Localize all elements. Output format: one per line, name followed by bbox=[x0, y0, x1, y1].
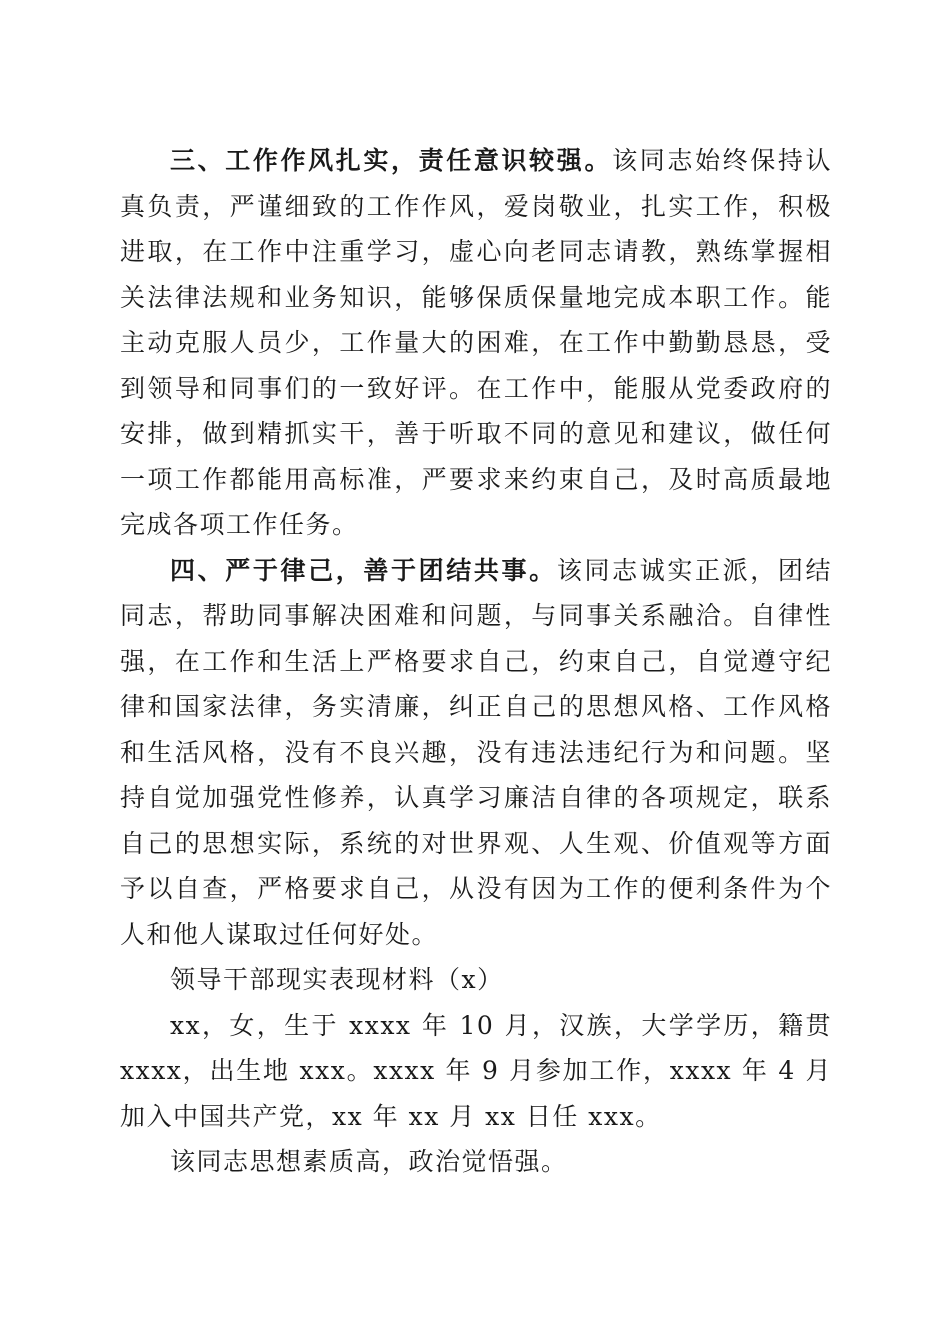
bio-paragraph: xx，女，生于 xxxx 年 10 月，汉族，大学学历，籍贯 xxxx，出生地 xxx。xxxx 年 9 月参加工作，xxxx 年 4 月加入中国共产党，xx 年 xx 月 xx 日任 xxx。 bbox=[120, 1010, 832, 1131]
paragraph-text: 该同志诚实正派，团结同志，帮助同事解决困难和问题，与同事关系融洽。自律性强，在工作和生活上严格要求自己，约束自己，自觉遵守纪律和国家法律，务实清廉，纠正自己的思想风格、工作风格和生活风格，没有不良兴趣，没有违法违纪行为和问题。坚持自觉加强党性修养，认真学习廉洁自律的各项规定，联系自己的思想实际，系统的对世界观、人生观、价值观等方面予以自查，严格要求自己，从没有因为工作的便利条件为个人和他人谋取过任何好处。 bbox=[120, 555, 832, 949]
closing-paragraph: 该同志思想素质高，政治觉悟强。 bbox=[170, 1147, 568, 1176]
paragraph-self-discipline bbox=[120, 548, 832, 958]
document-body bbox=[120, 138, 832, 1185]
paragraph-heading: 三、工作作风扎实，责任意识较强。 bbox=[170, 146, 613, 175]
paragraph-text: 该同志始终保持认真负责，严谨细致的工作作风，爱岗敬业，扎实工作，积极进取，在工作中注重学习，虚心向老同志请教，熟练掌握相关法律法规和业务知识，能够保质保量地完成本职工作。能主动克服人员少，工作量大的困难，在工作中勤勤恳恳，受到领导和同事们的一致好评。在工作中，能服从党委政府的安排，做到精抓实干，善于听取不同的意见和建议，做任何一项工作都能用高标准，严要求来约束自己，及时高质最地完成各项工作任务。 bbox=[120, 146, 832, 539]
section-title: 领导干部现实表现材料（x） bbox=[170, 965, 504, 994]
paragraph-work-style bbox=[120, 138, 832, 548]
paragraph-heading: 四、严于律己，善于团结共事。 bbox=[170, 555, 557, 585]
